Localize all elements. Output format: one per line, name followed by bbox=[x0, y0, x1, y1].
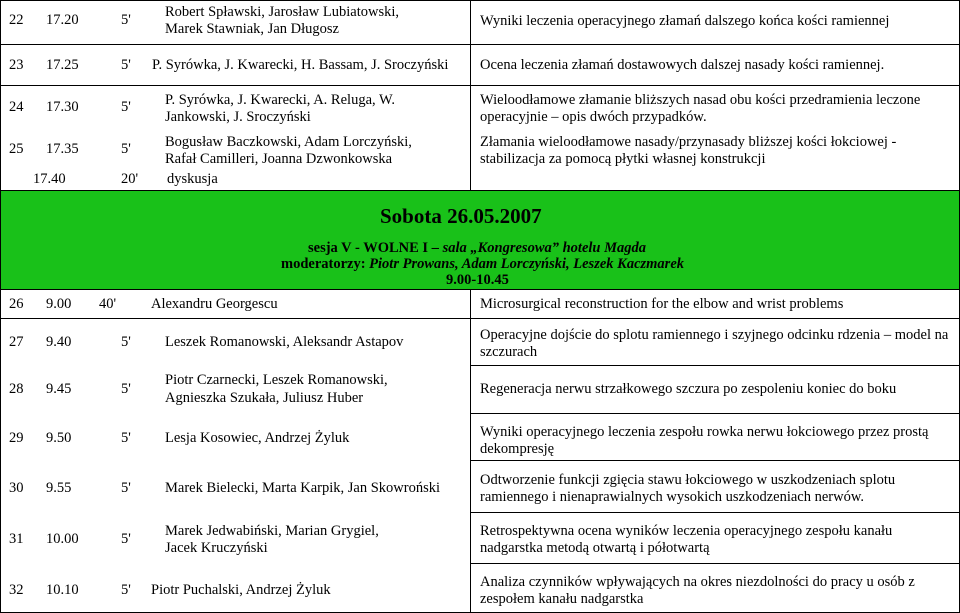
row-authors: Leszek Romanowski, Aleksandr Astapov bbox=[165, 334, 404, 350]
row-time: 9.50 bbox=[46, 430, 72, 446]
row-time: 17.30 bbox=[46, 99, 79, 115]
row-time: 9.40 bbox=[46, 334, 72, 350]
row-title: zespołem kanału nadgarstka bbox=[480, 591, 644, 607]
session-hours: 9.00-10.45 bbox=[446, 272, 509, 288]
row-authors: P. Syrówka, J. Kwarecki, A. Reluga, W. bbox=[165, 92, 395, 108]
row-title: szczurach bbox=[480, 344, 538, 360]
row-divider bbox=[470, 563, 959, 564]
row-duration: 5' bbox=[121, 381, 131, 397]
row-time: 17.20 bbox=[46, 12, 79, 28]
row-divider bbox=[470, 365, 959, 366]
row-duration: 5' bbox=[121, 480, 131, 496]
row-number: 23 bbox=[9, 57, 24, 73]
table-border-left bbox=[0, 0, 1, 613]
row-title: Złamania wieloodłamowe nasady/przynasady bliższej kości łokciowej - bbox=[480, 134, 897, 150]
row-time: 10.10 bbox=[46, 582, 79, 598]
row-title: Analiza czynników wpływających na okres niezdolności do pracy u osób z bbox=[480, 574, 915, 590]
discussion-duration: 20' bbox=[121, 171, 139, 187]
row-number: 26 bbox=[9, 296, 24, 312]
row-duration: 5' bbox=[121, 57, 131, 73]
row-authors: Lesja Kosowiec, Andrzej Żyluk bbox=[165, 430, 350, 446]
row-authors: Agnieszka Szukała, Juliusz Huber bbox=[165, 390, 364, 406]
row-title: Odtworzenie funkcji zgięcia stawu łokciowego w uszkodzeniach splotu bbox=[480, 472, 896, 488]
column-divider-top bbox=[470, 0, 471, 190]
row-divider bbox=[470, 460, 959, 461]
row-number: 24 bbox=[9, 99, 24, 115]
session-day: Sobota 26.05.2007 bbox=[380, 204, 542, 228]
row-title: Wieloodłamowe złamanie bliższych nasad obu kości przedramienia leczone bbox=[480, 92, 921, 108]
row-title: ramiennego i nienaprawialnych wysokich uszkodzeniach nerwów. bbox=[480, 489, 864, 505]
row-time: 9.45 bbox=[46, 381, 72, 397]
session-room: sala „Kongresowa” hotelu Magda bbox=[442, 240, 647, 256]
row-authors: Marek Jedwabiński, Marian Grygiel, bbox=[165, 523, 379, 539]
row-authors: Alexandru Georgescu bbox=[151, 296, 278, 312]
row-duration: 5' bbox=[121, 12, 131, 28]
moderators-label: moderatorzy: bbox=[281, 256, 370, 272]
row-number: 27 bbox=[9, 334, 24, 350]
table-border-top bbox=[0, 0, 960, 1]
row-divider bbox=[0, 318, 960, 319]
row-title: Retrospektywna ocena wyników leczenia operacyjnego zespołu kanału bbox=[480, 523, 893, 539]
session-label: sesja V - WOLNE I – bbox=[308, 240, 443, 256]
row-title: Ocena leczenia złamań dostawowych dalszej nasady kości ramiennej. bbox=[480, 57, 885, 73]
row-divider bbox=[0, 190, 960, 191]
row-title: operacyjnie – opis dwóch przypadków. bbox=[480, 109, 707, 125]
row-duration: 5' bbox=[121, 531, 131, 547]
row-time: 9.55 bbox=[46, 480, 72, 496]
row-authors: Marek Bielecki, Marta Karpik, Jan Skowroński bbox=[165, 480, 441, 496]
row-time: 17.35 bbox=[46, 141, 79, 157]
moderators-names: Piotr Prowans, Adam Lorczyński, Leszek Kaczmarek bbox=[369, 256, 685, 272]
row-time: 17.25 bbox=[46, 57, 79, 73]
row-authors: Rafał Camilleri, Joanna Dzwonkowska bbox=[165, 151, 393, 167]
row-authors: Piotr Puchalski, Andrzej Żyluk bbox=[151, 582, 331, 598]
row-divider bbox=[470, 413, 959, 414]
row-authors: Piotr Czarnecki, Leszek Romanowski, bbox=[165, 372, 388, 388]
row-title: dekompresję bbox=[480, 441, 555, 457]
row-authors: Marek Stawniak, Jan Długosz bbox=[165, 21, 339, 37]
row-number: 22 bbox=[9, 12, 24, 28]
row-divider bbox=[470, 512, 959, 513]
row-number: 32 bbox=[9, 582, 24, 598]
discussion-time: 17.40 bbox=[33, 171, 66, 187]
row-authors: Jankowski, J. Sroczyński bbox=[165, 109, 311, 125]
row-divider bbox=[0, 85, 960, 86]
row-number: 28 bbox=[9, 381, 24, 397]
row-duration: 5' bbox=[121, 582, 131, 598]
moderators-line bbox=[281, 256, 684, 273]
row-number: 29 bbox=[9, 430, 24, 446]
row-title: Wyniki leczenia operacyjnego złamań dalszego końca kości ramiennej bbox=[480, 13, 890, 29]
row-time: 10.00 bbox=[46, 531, 79, 547]
row-number: 31 bbox=[9, 531, 24, 547]
row-authors: Jacek Kruczyński bbox=[165, 540, 268, 556]
row-number: 30 bbox=[9, 480, 24, 496]
row-title: Microsurgical reconstruction for the elbow and wrist problems bbox=[480, 296, 844, 312]
row-number: 25 bbox=[9, 141, 24, 157]
row-authors: Robert Spławski, Jarosław Lubiatowski, bbox=[165, 4, 399, 20]
row-duration: 5' bbox=[121, 430, 131, 446]
row-divider bbox=[0, 44, 960, 45]
row-duration: 5' bbox=[121, 99, 131, 115]
row-duration: 5' bbox=[121, 334, 131, 350]
row-duration: 5' bbox=[121, 141, 131, 157]
row-title: Wyniki operacyjnego leczenia zespołu rowka nerwu łokciowego przez prostą bbox=[480, 424, 929, 440]
row-title: Operacyjne dojście do splotu ramiennego i szyjnego odcinku rdzenia – model na bbox=[480, 327, 949, 343]
row-authors: Bogusław Baczkowski, Adam Lorczyński, bbox=[165, 134, 412, 150]
row-title: stabilizacja za pomocą płytki własnej konstrukcji bbox=[480, 151, 766, 167]
row-divider bbox=[0, 289, 960, 290]
row-time: 9.00 bbox=[46, 296, 72, 312]
row-title: Regeneracja nerwu strzałkowego szczura po zespoleniu koniec do boku bbox=[480, 381, 897, 397]
row-authors: P. Syrówka, J. Kwarecki, H. Bassam, J. Sroczyński bbox=[152, 57, 449, 73]
row-duration: 40' bbox=[99, 296, 117, 312]
discussion-label: dyskusja bbox=[167, 171, 218, 187]
session-line bbox=[308, 240, 646, 257]
column-divider-bottom bbox=[470, 289, 471, 613]
row-title: nadgarstka metodą otwartą i półotwartą bbox=[480, 540, 710, 556]
